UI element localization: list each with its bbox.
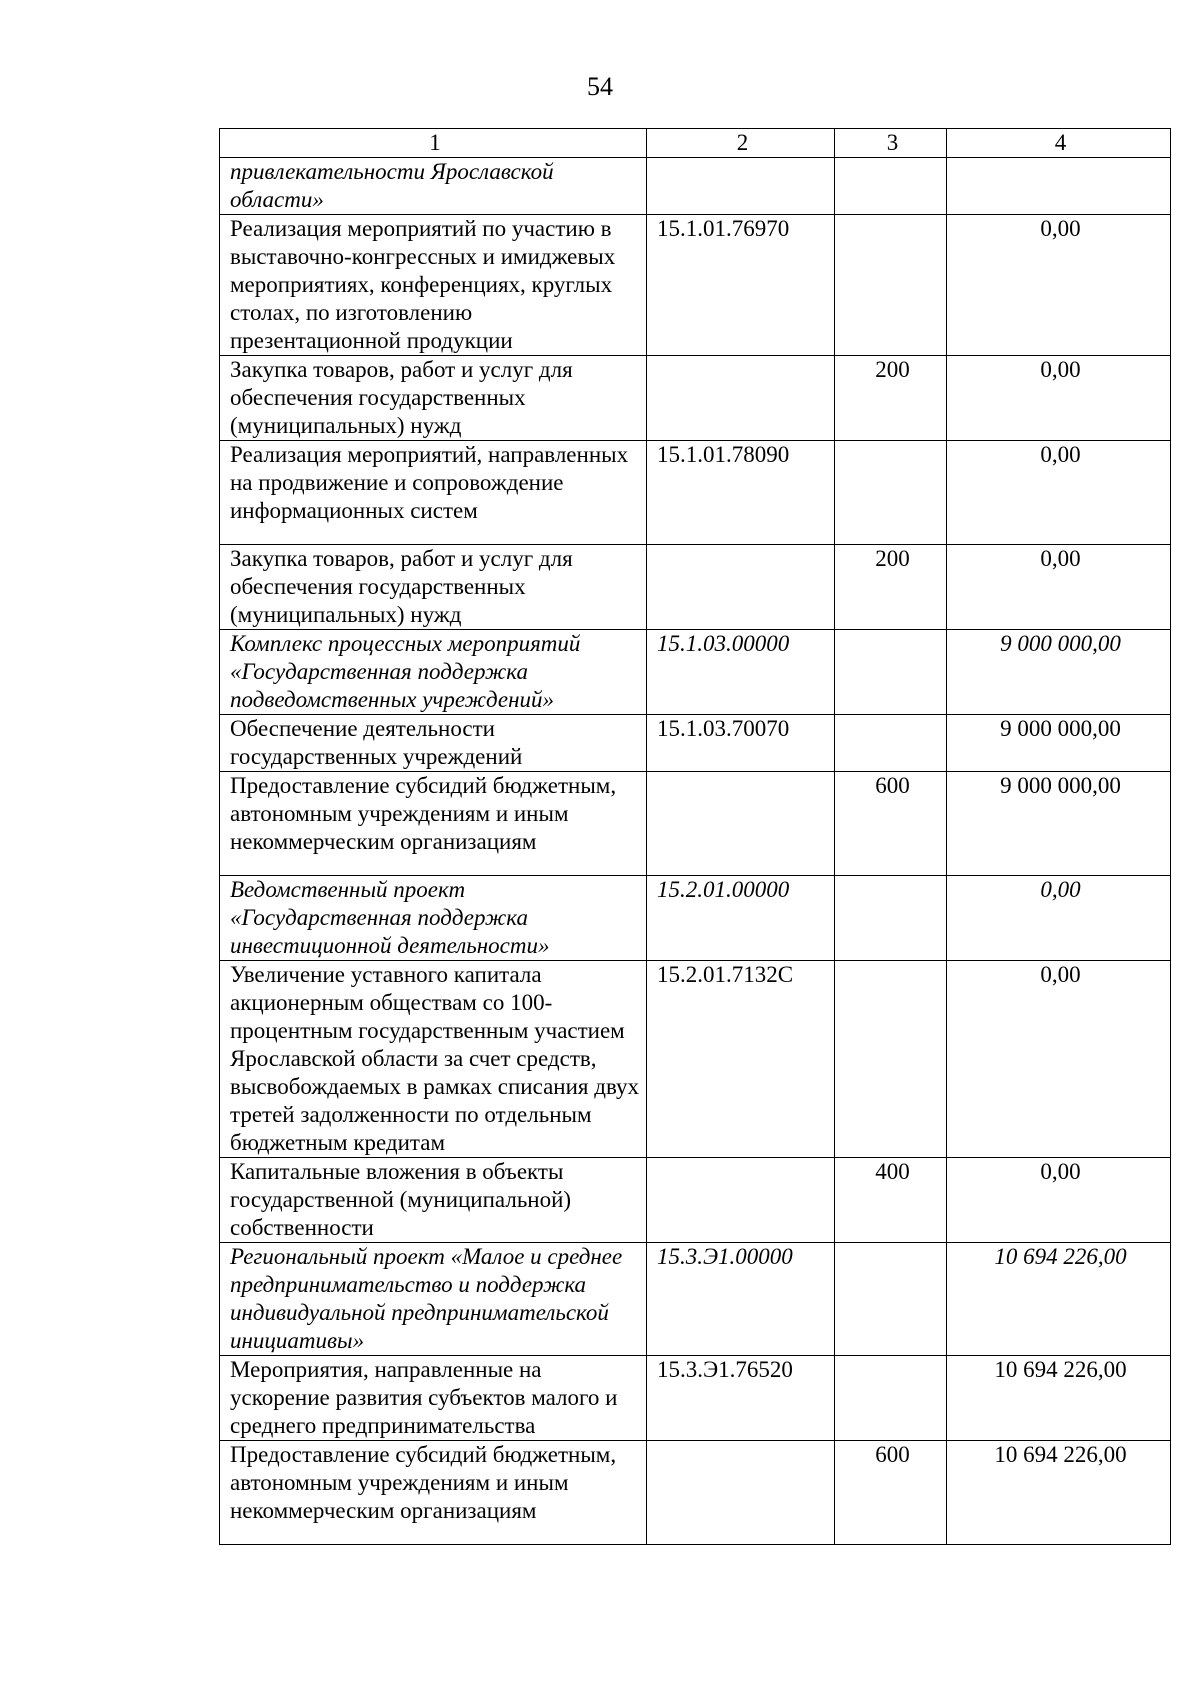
cell-expense-type bbox=[835, 876, 947, 961]
header-row bbox=[220, 129, 1171, 158]
table-row bbox=[220, 772, 1171, 876]
cell-amount: 0,00 bbox=[947, 356, 1171, 441]
cell-amount: 9 000 000,00 bbox=[947, 630, 1171, 715]
table-row bbox=[220, 630, 1171, 715]
page-number: 54 bbox=[587, 72, 613, 101]
cell-amount: 9 000 000,00 bbox=[947, 715, 1171, 772]
table-row bbox=[220, 356, 1171, 441]
column-header-4: 4 bbox=[947, 129, 1171, 158]
cell-target-code bbox=[647, 772, 835, 876]
table-row bbox=[220, 1243, 1171, 1356]
table-row bbox=[220, 545, 1171, 630]
table-row bbox=[220, 961, 1171, 1158]
cell-name: Предоставление субсидий бюджетным, автономным учреждениям и иным некоммерческим организациям bbox=[220, 772, 647, 876]
cell-expense-type bbox=[835, 441, 947, 545]
cell-name: Капитальные вложения в объекты государственной (муниципальной) собственности bbox=[220, 1158, 647, 1243]
cell-name: Комплекс процессных мероприятий «Государственная поддержка подведомственных учреждений» bbox=[220, 630, 647, 715]
cell-target-code: 15.3.Э1.00000 bbox=[647, 1243, 835, 1356]
cell-name: Закупка товаров, работ и услуг для обеспечения государственных (муниципальных) нужд bbox=[220, 545, 647, 630]
cell-expense-type: 200 bbox=[835, 356, 947, 441]
cell-expense-type: 600 bbox=[835, 1441, 947, 1545]
cell-amount: 0,00 bbox=[947, 876, 1171, 961]
cell-name: Реализация мероприятий по участию в выставочно-конгрессных и имиджевых мероприятиях, конференциях, круглых столах, по изготовлению презентационной продукции bbox=[220, 215, 647, 356]
cell-amount: 9 000 000,00 bbox=[947, 772, 1171, 876]
cell-expense-type: 600 bbox=[835, 772, 947, 876]
table-row bbox=[220, 876, 1171, 961]
cell-target-code bbox=[647, 1158, 835, 1243]
cell-expense-type bbox=[835, 158, 947, 215]
table-row bbox=[220, 1356, 1171, 1441]
column-header-3: 3 bbox=[835, 129, 947, 158]
cell-expense-type: 400 bbox=[835, 1158, 947, 1243]
cell-name: Предоставление субсидий бюджетным, автономным учреждениям и иным некоммерческим организациям bbox=[220, 1441, 647, 1545]
cell-target-code: 15.3.Э1.76520 bbox=[647, 1356, 835, 1441]
table-row bbox=[220, 715, 1171, 772]
cell-amount: 10 694 226,00 bbox=[947, 1441, 1171, 1545]
cell-target-code: 15.1.03.00000 bbox=[647, 630, 835, 715]
cell-target-code: 15.2.01.7132С bbox=[647, 961, 835, 1158]
cell-target-code bbox=[647, 158, 835, 215]
table-row bbox=[220, 158, 1171, 215]
budget-table bbox=[219, 128, 1171, 1545]
cell-amount: 0,00 bbox=[947, 961, 1171, 1158]
cell-expense-type bbox=[835, 630, 947, 715]
cell-amount bbox=[947, 158, 1171, 215]
cell-name: Увеличение уставного капитала акционерным обществам со 100-процентным государственным участием Ярославской области за счет средств, высвобождаемых в рамках списания двух третей задолженности по отдельным бюджетным кредитам bbox=[220, 961, 647, 1158]
cell-expense-type bbox=[835, 1243, 947, 1356]
column-header-2: 2 bbox=[647, 129, 835, 158]
cell-amount: 0,00 bbox=[947, 215, 1171, 356]
table-row bbox=[220, 441, 1171, 545]
cell-target-code: 15.2.01.00000 bbox=[647, 876, 835, 961]
cell-target-code bbox=[647, 356, 835, 441]
cell-name: Мероприятия, направленные на ускорение развития субъектов малого и среднего предпринимательства bbox=[220, 1356, 647, 1441]
cell-amount: 0,00 bbox=[947, 1158, 1171, 1243]
cell-target-code bbox=[647, 1441, 835, 1545]
cell-target-code bbox=[647, 545, 835, 630]
cell-name: Закупка товаров, работ и услуг для обеспечения государственных (муниципальных) нужд bbox=[220, 356, 647, 441]
cell-name: привлекательности Ярославской области» bbox=[220, 158, 647, 215]
cell-expense-type bbox=[835, 715, 947, 772]
cell-expense-type bbox=[835, 961, 947, 1158]
column-header-1: 1 bbox=[220, 129, 647, 158]
table-row bbox=[220, 215, 1171, 356]
cell-amount: 0,00 bbox=[947, 545, 1171, 630]
cell-expense-type bbox=[835, 215, 947, 356]
cell-name: Реализация мероприятий, направленных на продвижение и сопровождение информационных систем bbox=[220, 441, 647, 545]
cell-name: Обеспечение деятельности государственных учреждений bbox=[220, 715, 647, 772]
cell-amount: 10 694 226,00 bbox=[947, 1243, 1171, 1356]
cell-target-code: 15.1.01.78090 bbox=[647, 441, 835, 545]
cell-expense-type: 200 bbox=[835, 545, 947, 630]
cell-amount: 10 694 226,00 bbox=[947, 1356, 1171, 1441]
table-row bbox=[220, 1158, 1171, 1243]
cell-target-code: 15.1.03.70070 bbox=[647, 715, 835, 772]
table-row bbox=[220, 1441, 1171, 1545]
cell-amount: 0,00 bbox=[947, 441, 1171, 545]
cell-expense-type bbox=[835, 1356, 947, 1441]
cell-target-code: 15.1.01.76970 bbox=[647, 215, 835, 356]
cell-name: Региональный проект «Малое и среднее предпринимательство и поддержка индивидуальной предпринимательской инициативы» bbox=[220, 1243, 647, 1356]
cell-name: Ведомственный проект «Государственная поддержка инвестиционной деятельности» bbox=[220, 876, 647, 961]
